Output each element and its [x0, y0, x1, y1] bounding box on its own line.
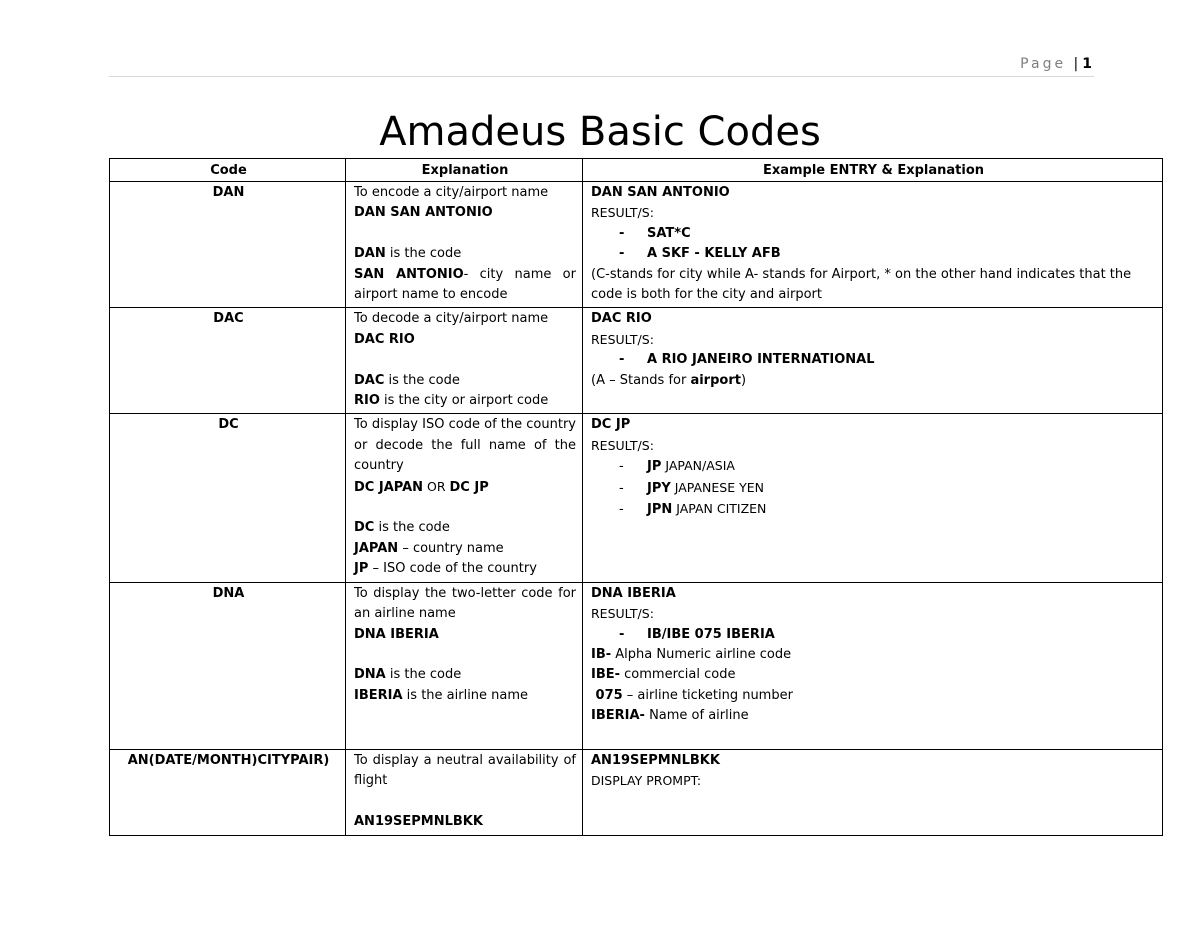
example-note-bold: airport	[690, 372, 741, 388]
row-example	[583, 749, 1163, 835]
explanation-or: OR	[423, 478, 450, 494]
row-code: AN(DATE/MONTH)CITYPAIR)	[110, 749, 346, 835]
result-item-text: SAT*C	[647, 225, 691, 241]
explanation-text: To display a neutral availability of flight	[354, 752, 576, 789]
explanation-entry-alt: DC JP	[449, 479, 489, 495]
explanation-code-text: is the code	[374, 520, 450, 536]
row-explanation	[346, 308, 583, 414]
result-item-text: JAPAN CITIZEN	[672, 501, 767, 517]
definition-line	[591, 706, 1156, 726]
page-header	[109, 50, 1094, 77]
row-example	[583, 182, 1163, 308]
explanation-code: DAN	[354, 246, 386, 262]
example-note: (C-stands for city while A- stands for Airport, * on the other hand indicates that the code is both for the city and airport	[591, 266, 1132, 303]
definition-text: commercial code	[620, 667, 736, 683]
definition-term: IB-	[591, 646, 612, 662]
explanation-code-text: is the code	[385, 246, 462, 262]
definition-text: – airline ticketing number	[622, 687, 793, 703]
result-item-text: JAPAN/ASIA	[661, 458, 735, 474]
row-explanation	[346, 582, 583, 749]
row-example	[583, 582, 1163, 749]
explanation-code-text: is the code	[385, 667, 462, 683]
explanation-text: To encode a city/airport name	[354, 185, 549, 200]
result-item: - SAT*C	[619, 225, 691, 241]
page-label: Page	[1020, 56, 1067, 72]
row-code: DC	[110, 414, 346, 582]
row-explanation	[346, 414, 583, 582]
row-code: DNA	[110, 582, 346, 749]
row-code: DAN	[110, 182, 346, 308]
definition-term: IBERIA-	[591, 708, 645, 724]
result-label: RESULT/S:	[591, 331, 654, 347]
explanation-term: JP	[354, 561, 369, 577]
row-code: DAC	[110, 308, 346, 414]
row-explanation	[346, 182, 583, 308]
table-row	[110, 182, 1163, 308]
result-item: - A RIO JANEIRO INTERNATIONAL	[619, 352, 875, 368]
definition-text: Name of airline	[644, 708, 749, 724]
explanation-term: IBERIA	[354, 687, 403, 703]
result-item-code: JP	[647, 459, 662, 475]
explanation-term-text: – ISO code of the country	[368, 561, 537, 577]
explanation-term-text: is the airline name	[402, 687, 529, 703]
example-entry: DNA IBERIA	[591, 585, 676, 601]
example-entry: DAN SAN ANTONIO	[591, 185, 730, 200]
definition-text: Alpha Numeric airline code	[611, 646, 792, 662]
explanation-term-text: – country name	[398, 540, 504, 556]
explanation-code: DC	[354, 520, 375, 536]
column-header-example: Example ENTRY & Explanation	[583, 159, 1163, 182]
explanation-term-text: - city name or airport name to encode	[354, 266, 576, 303]
row-example	[583, 308, 1163, 414]
result-item-text: JAPANESE YEN	[670, 479, 765, 495]
explanation-code-text: is the code	[384, 372, 460, 388]
document-title: Amadeus Basic Codes	[379, 109, 821, 155]
explanation-text: To display the two-letter code for an airline name	[354, 585, 576, 622]
result-item: - JPY JAPANESE YEN	[619, 479, 765, 496]
explanation-entry: DAN SAN ANTONIO	[354, 205, 493, 221]
result-item: - IB/IBE 075 IBERIA	[619, 626, 775, 642]
explanation-text: To decode a city/airport name	[354, 311, 549, 327]
table-row	[110, 582, 1163, 749]
example-note-text: (A – Stands for	[591, 372, 691, 388]
page-number-value: 1	[1082, 56, 1092, 72]
row-example	[583, 414, 1163, 582]
table-row	[110, 749, 1163, 835]
explanation-term-text: is the city or airport code	[379, 393, 549, 409]
result-item-text: A SKF - KELLY AFB	[647, 246, 781, 262]
column-header-explanation: Explanation	[346, 159, 583, 182]
example-note-end: )	[740, 372, 747, 388]
example-entry: DAC RIO	[591, 311, 652, 327]
result-item: - JP JAPAN/ASIA	[619, 458, 735, 475]
result-item: - A SKF - KELLY AFB	[619, 246, 781, 262]
result-item-code: JPY	[647, 480, 671, 496]
example-entry: AN19SEPMNLBKK	[591, 752, 720, 768]
explanation-term: SAN ANTONIO	[354, 266, 464, 282]
explanation-text: To display ISO code of the country or decode the full name of the country	[354, 417, 576, 474]
table-row	[110, 414, 1163, 582]
row-explanation	[346, 749, 583, 835]
explanation-term: JAPAN	[354, 540, 399, 556]
example-note	[591, 371, 1156, 391]
display-prompt: DISPLAY PROMPT:	[591, 773, 702, 789]
result-item: - JPN JAPAN CITIZEN	[619, 501, 767, 518]
explanation-code: DNA	[354, 667, 386, 683]
codes-table	[109, 158, 1163, 836]
table-header-row	[110, 159, 1163, 182]
definition-line	[591, 665, 1156, 685]
table-row	[110, 308, 1163, 414]
result-item-code: JPN	[647, 502, 673, 518]
explanation-entry: DC JAPAN	[354, 479, 424, 495]
result-item-text: IB/IBE 075 IBERIA	[647, 626, 775, 642]
result-label: RESULT/S:	[591, 606, 654, 622]
explanation-term: RIO	[354, 393, 380, 409]
definition-term: IBE-	[591, 667, 621, 683]
explanation-entry: DAC RIO	[354, 331, 415, 347]
result-label: RESULT/S:	[591, 205, 654, 221]
result-label: RESULT/S:	[591, 437, 654, 453]
definition-line	[591, 686, 1156, 706]
definition-term: 075	[591, 687, 623, 703]
explanation-entry: DNA IBERIA	[354, 626, 439, 642]
definition-line	[591, 645, 1156, 665]
page-number: Page | 1	[1020, 56, 1092, 72]
explanation-entry: AN19SEPMNLBKK	[354, 814, 483, 830]
example-entry: DC JP	[591, 417, 631, 433]
column-header-code: Code	[110, 159, 346, 182]
explanation-code: DAC	[354, 372, 385, 388]
result-item-text: A RIO JANEIRO INTERNATIONAL	[647, 352, 875, 368]
